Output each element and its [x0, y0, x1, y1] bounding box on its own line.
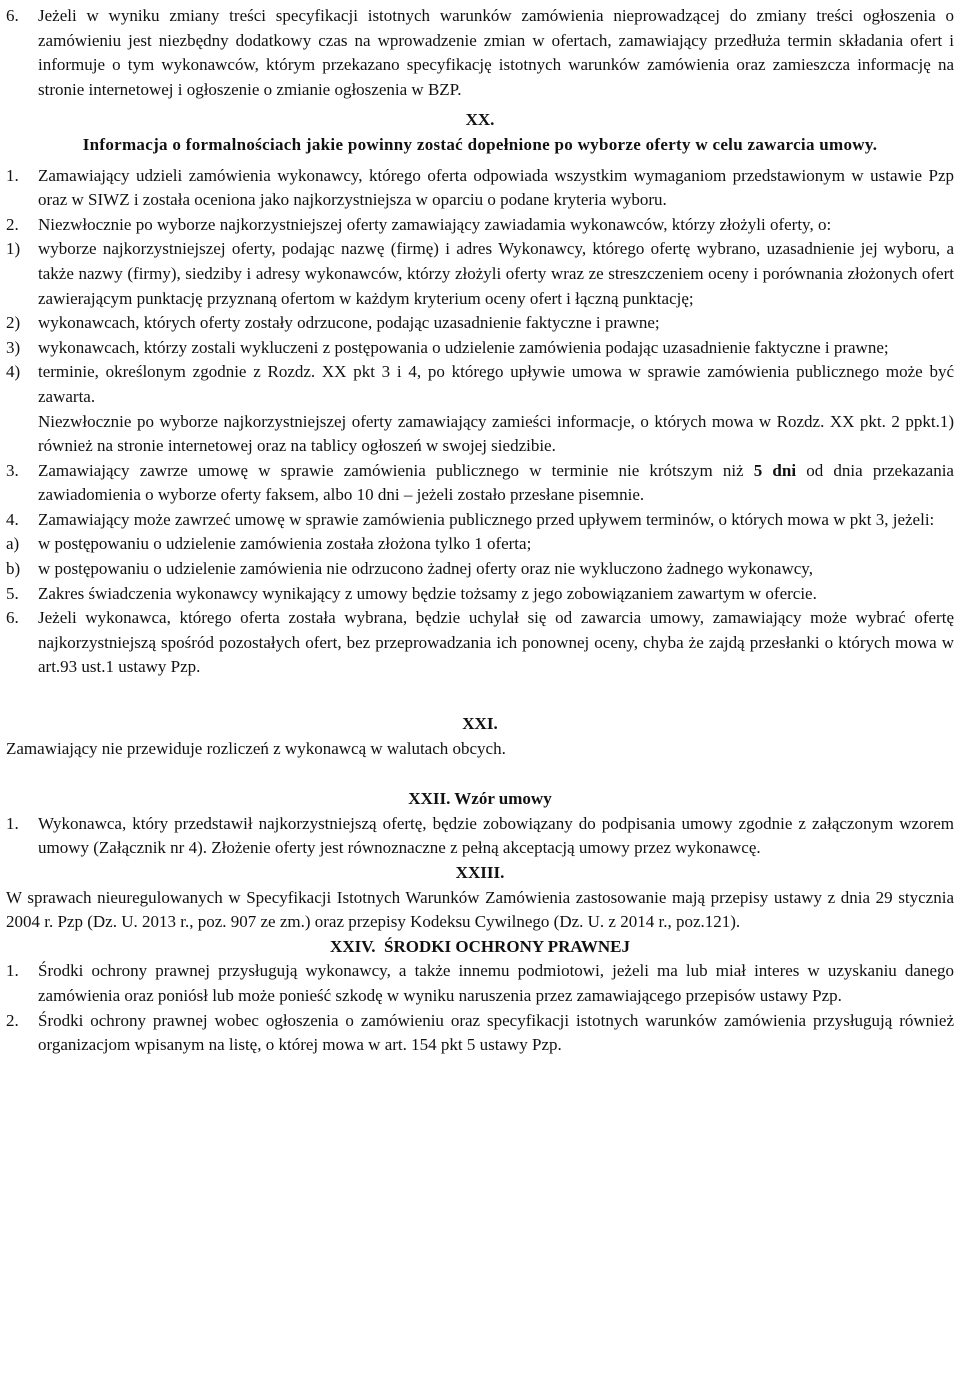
- sec20-followup-paragraph: Niezwłocznie po wyborze najkorzystniejszej oferty zamawiający zamieści informacje, o których mowa w Rozdz. XX pkt. 2 ppkt.1) również na stronie internetowej oraz na tablicy ogłoszeń w swojej siedzibie.: [38, 411, 954, 456]
- point-number: 3.: [6, 460, 19, 480]
- sec24-point-2: [6, 1009, 954, 1058]
- section-21-numeral: XXI.: [462, 714, 498, 734]
- sec20-point-4: [6, 508, 954, 533]
- point-number: 1.: [6, 165, 19, 185]
- item-number: 6.: [6, 6, 19, 25]
- sec20-letter-b: [6, 557, 954, 582]
- point-text: Zamawiający udzieli zamówienia wykonawcy, którego oferta odpowiada wszystkim wymaganiom przedstawionym w ustawie Pzp oraz w SIWZ i została oceniona jako najkorzystniejsza w oparciu o podane kryteria wyboru.: [38, 165, 954, 210]
- point-number: 2.: [6, 1010, 19, 1030]
- subpoint-number: 1): [6, 239, 21, 259]
- letter-marker: b): [6, 559, 21, 579]
- point-text: Wykonawca, który przedstawił najkorzystniejszą ofertę, będzie zobowiązany do podpisania umowy zgodnie z załączonym wzorem umowy (Załącznik nr 4). Złożenie oferty jest równoznaczne z pełną akceptacją umowy przez wykonawcę.: [38, 813, 954, 858]
- point-text: Środki ochrony prawnej wobec ogłoszenia o zamówieniu oraz specyfikacji istotnych warunków zamówienia przysługują również organizacjom wpisanym na listę, o której mowa w art. 154 pkt 5 ustawy Pzp.: [38, 1010, 954, 1055]
- point-number: 4.: [6, 509, 19, 529]
- section-24-title: XXIV. ŚRODKI OCHRONY PRAWNEJ: [330, 936, 630, 956]
- subpoint-number: 3): [6, 337, 21, 357]
- point-text: Niezwłocznie po wyborze najkorzystniejszej oferty zamawiający zawiadamia wykonawców, którzy złożyli oferty, o:: [38, 214, 832, 234]
- subpoint-text: wykonawcach, których oferty zostały odrzucone, podając uzasadnienie faktyczne i prawne;: [38, 313, 660, 333]
- section-20-title: Informacja o formalnościach jakie powinny zostać dopełnione po wyborze oferty w celu zawarcia umowy.: [82, 134, 878, 154]
- letter-text: w postępowaniu o udzielenie zamówienia została złożona tylko 1 oferta;: [38, 534, 532, 554]
- section-23-text: W sprawach nieuregulowanych w Specyfikacji Istotnych Warunków Zamówienia zastosowanie mają przepisy ustawy z dnia 29 stycznia 2004 r. Pzp (Dz. U. 2013 r., poz. 907 ze zm.) oraz przepisy Kodeksu Cywilnego (Dz. U. z 2014 r., poz.121).: [6, 887, 954, 932]
- section-22-title: XXII. Wzór umowy: [408, 789, 552, 809]
- emphasis-days: 5 dni: [753, 460, 797, 480]
- letter-marker: a): [6, 534, 20, 554]
- point-number: 2.: [6, 214, 19, 234]
- item-6: [6, 4, 954, 102]
- point-text-part: Zamawiający zawrze umowę w sprawie zamówienia publicznego w terminie nie krótszym niż: [38, 460, 754, 480]
- point-text: Jeżeli wykonawca, którego oferta została wybrana, będzie uchylał się od zawarcia umowy, zamawiający może wybrać ofertę najkorzystniejszą spośród pozostałych ofert, bez przeprowadzania ich ponownej oceny, chyba że zajdą przesłanki o których mowa w art.93 ust.1 ustawy Pzp.: [38, 608, 954, 677]
- sec20-point-6: [6, 606, 954, 680]
- subpoint-text: wyborze najkorzystniejszej oferty, podając nazwę (firmę) i adres Wykonawcy, którego ofertę wybrano, uzasadnienie jej wyboru, a także nazwy (firmy), siedziby i adresy wykonawców, którzy złożyli oferty wraz ze streszczeniem oceny i porównania złożonych ofert zawierającym punktację przyznaną ofertom w każdym kryterium oceny ofert i łączną punktację;: [38, 239, 954, 308]
- point-text-part: od dnia przekazania zawiadomienia o wyborze oferty faksem, albo 10 dni – jeżeli zostało przesłane pisemnie.: [38, 460, 954, 505]
- section-20-numeral: XX.: [465, 110, 495, 130]
- point-number: 1.: [6, 813, 19, 833]
- sec20-subpoint-2: [6, 311, 954, 336]
- sec20-point-3: [6, 459, 954, 508]
- point-text: Zamawiający może zawrzeć umowę w sprawie zamówienia publicznego przed upływem terminów, o których mowa w pkt 3, jeżeli:: [38, 509, 935, 529]
- point-number: 5.: [6, 583, 19, 603]
- sec20-subpoint-1: [6, 237, 954, 311]
- point-text: Środki ochrony prawnej przysługują wykonawcy, a także innemu podmiotowi, jeżeli ma lub miał interes w uzyskaniu danego zamówienia oraz poniósł lub może ponieść szkodę w wyniku naruszenia przez zamawiającego przepisów ustawy Pzp.: [38, 961, 954, 1005]
- section-21-text: Zamawiający nie przewiduje rozliczeń z wykonawcą w walutach obcych.: [6, 738, 506, 758]
- sec24-point-1: [6, 959, 954, 1008]
- letter-text: w postępowaniu o udzielenie zamówienia nie odrzucono żadnej oferty oraz nie wykluczono żadnego wykonawcy,: [38, 559, 813, 579]
- sec20-letter-a: [6, 532, 954, 557]
- sec20-subpoint-4: [6, 360, 954, 409]
- section-23-numeral: XXIII.: [455, 863, 505, 882]
- subpoint-number: 2): [6, 313, 21, 333]
- point-number: 6.: [6, 608, 19, 628]
- sec20-point-5: [6, 582, 954, 607]
- sec22-point-1: [6, 812, 954, 861]
- subpoint-text: wykonawcach, którzy zostali wykluczeni z postępowania o udzielenie zamówienia podając uzasadnienie faktyczne i prawne;: [38, 337, 889, 357]
- point-text: [38, 459, 954, 508]
- sec20-point-1: [6, 164, 954, 213]
- sec20-point-2: [6, 213, 954, 238]
- subpoint-text: terminie, określonym zgodnie z Rozdz. XX pkt 3 i 4, po którego upływie umowa w sprawie zamówienia publicznego może być zawarta.: [38, 362, 954, 406]
- sec20-subpoint-3: [6, 336, 954, 361]
- point-text: Zakres świadczenia wykonawcy wynikający z umowy będzie tożsamy z jego zobowiązaniem zawartym w ofercie.: [38, 583, 817, 603]
- item-text: Jeżeli w wyniku zmiany treści specyfikacji istotnych warunków zamówienia nieprowadzącej do zmiany treści ogłoszenia o zamówieniu jest niezbędny dodatkowy czas na wprowadzenie zmian w ofertach, zamawiający przedłuża termin składania ofert i informuje o tym wykonawców, którym przekazano specyfikację istotnych warunków zamówienia oraz zamieszcza informację na stronie internetowej i ogłoszenie o zmianie ogłoszenia w BZP.: [38, 6, 954, 99]
- subpoint-number: 4): [6, 362, 21, 382]
- point-number: 1.: [6, 961, 19, 981]
